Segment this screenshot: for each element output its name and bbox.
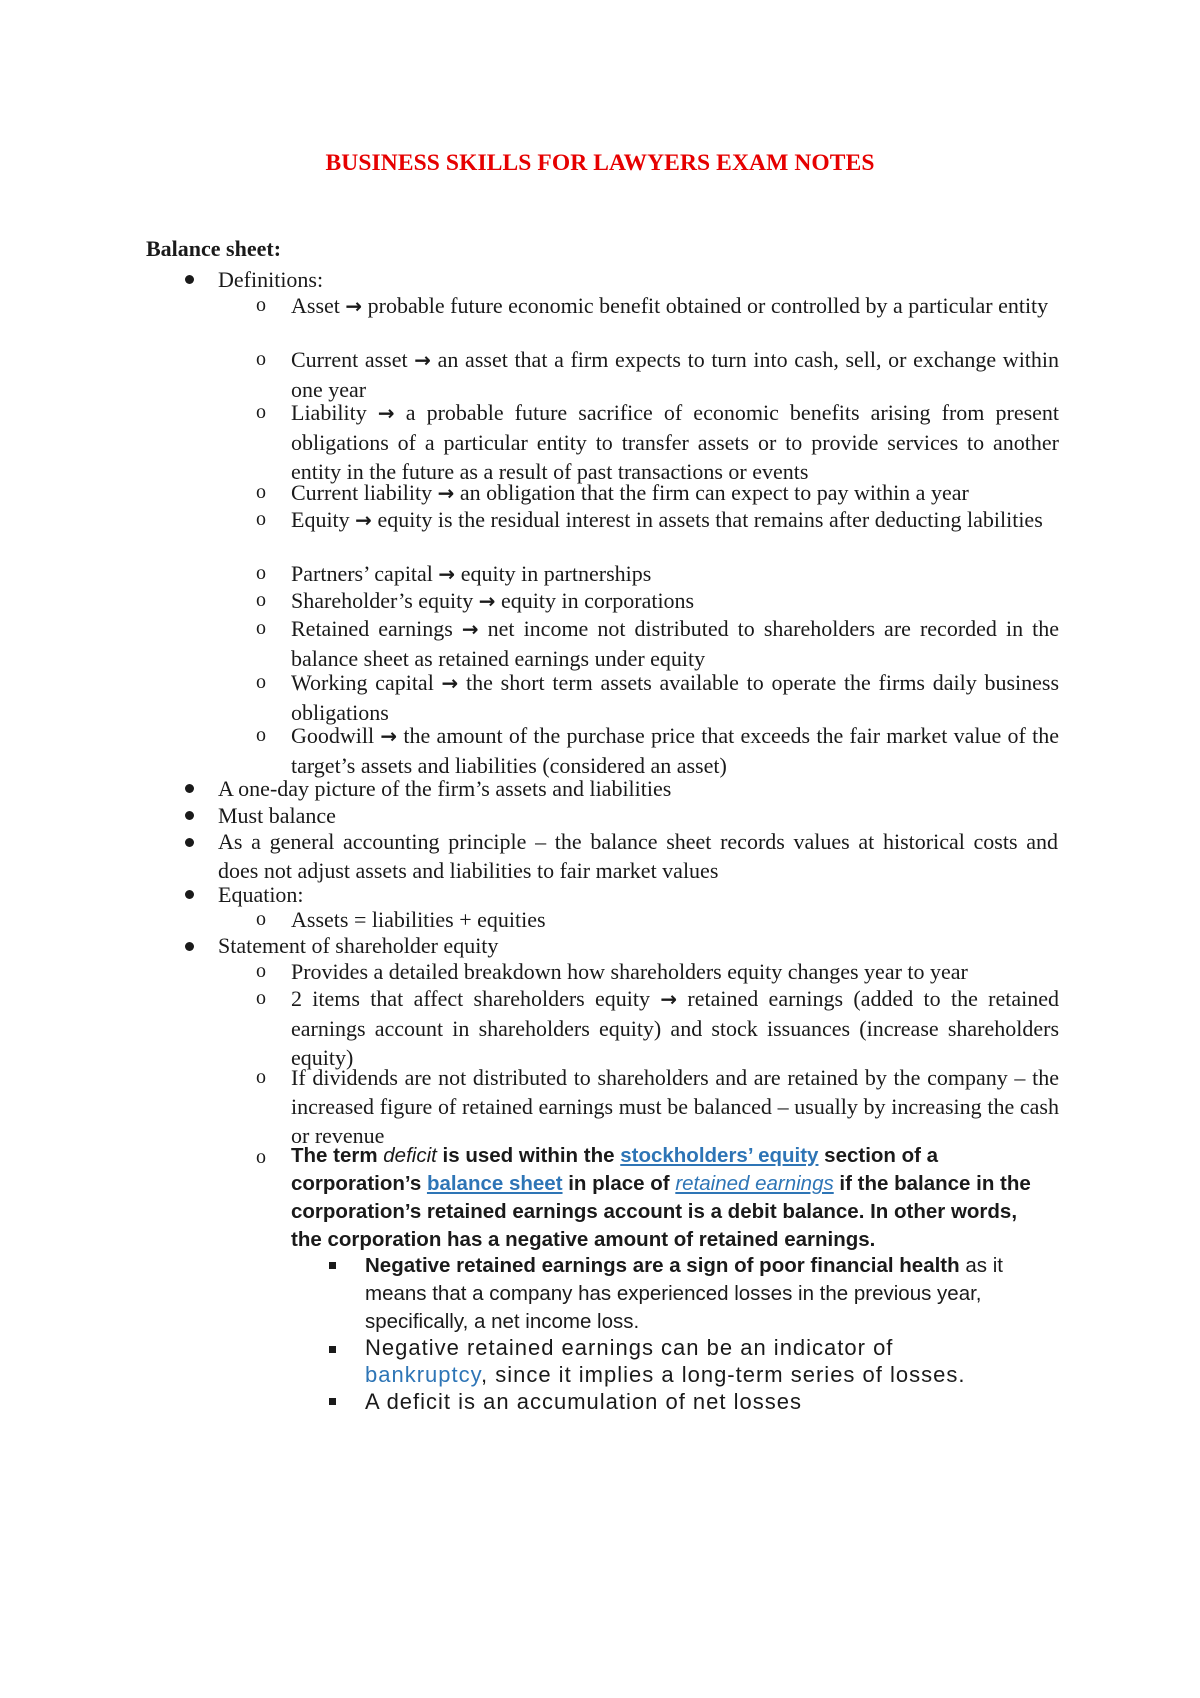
arrow-icon: → [380,724,398,748]
definition-term: Asset [291,293,340,318]
bullet-icon [185,838,194,847]
deficit-paragraph: The term deficit is used within the stockholders’ equity section of a corporation’s balance sheet in place of retained earnings if the balance in the corporation’s retained earnings account is a debit balance. In other words, the corporation has a negative amount of retained earnings. [291,1144,1031,1251]
circle-bullet-icon: o [256,481,266,503]
definition-term: Goodwill [291,723,375,748]
stockholders-equity-link[interactable]: stockholders’ equity [620,1144,819,1167]
document-title: BUSINESS SKILLS FOR LAWYERS EXAM NOTES [325,150,875,176]
statement-sub-item: Provides a detailed breakdown how shareholders equity changes year to year [291,959,968,984]
bullet-icon [185,890,194,899]
definition-item [291,505,1059,535]
definition-text: probable future economic benefit obtained or controlled by a particular entity [367,293,1049,318]
equation-formula: Assets = liabilities + equities [291,907,546,932]
circle-bullet-icon: o [256,401,266,423]
definition-text: equity is the residual interest in assets that remains after deducting labilities [377,507,1043,532]
definition-term: Partners’ capital [291,561,433,586]
arrow-icon: → [437,481,455,505]
circle-bullet-icon: o [256,908,266,930]
bullet-icon [185,942,194,951]
bullet-icon [185,811,194,820]
circle-bullet-icon: o [256,562,266,584]
circle-bullet-icon: o [256,960,266,982]
circle-bullet-icon: o [256,617,266,639]
negative-earnings-item: Negative retained earnings are a sign of poor financial health as it means that a company has experienced losses in the previous year, specifically, a net income loss. [365,1254,1003,1333]
arrow-icon: → [461,617,479,641]
definition-item [291,345,1059,404]
definition-item [291,614,1059,673]
definition-text: an asset that a firm expects to turn into cash, sell, or exchange within one year [291,347,1060,402]
arrow-icon: → [345,294,363,318]
square-bullet-icon [329,1262,336,1269]
definition-term: Current liability [291,480,433,505]
circle-bullet-icon: o [256,671,266,693]
definition-text: net income not distributed to shareholders are recorded in the balance sheet as retained earnings under equity [291,616,1059,671]
arrow-icon: → [377,401,395,425]
arrow-icon: → [441,671,459,695]
definition-item [291,721,1059,780]
retained-earnings-link[interactable]: retained earnings [675,1172,834,1195]
circle-bullet-icon: o [256,508,266,530]
definition-item [291,398,1059,486]
square-bullet-icon [329,1346,336,1353]
definition-term: Equity [291,507,350,532]
definition-term: Current asset [291,347,408,372]
definitions-label: Definitions: [218,267,324,292]
circle-bullet-icon: o [256,348,266,370]
circle-bullet-icon: o [256,987,266,1009]
square-bullet-icon [329,1398,336,1405]
bullet-icon [185,275,194,284]
definition-text: a probable future sacrifice of economic benefits arising from present obligations of a particular entity to transfer assets or to provide services to another entity in the future as a result of past transactions or events [291,400,1060,484]
definition-text: the amount of the purchase price that exceeds the fair market value of the target’s assets and liabilities (considered an asset) [291,723,1059,778]
arrow-icon: → [414,348,432,372]
section-heading: Balance sheet: [146,236,282,261]
statement-label: Statement of shareholder equity [218,933,499,958]
definition-item [291,586,1059,616]
definition-term: Shareholder’s equity [291,588,474,613]
definition-text: equity in corporations [501,588,695,613]
definition-text: the short term assets available to operate the firms daily business obligations [291,670,1060,725]
point-item: A one-day picture of the firm’s assets and liabilities [218,776,672,801]
arrow-icon: → [660,987,678,1011]
definition-item [291,291,1059,321]
arrow-icon: → [355,508,372,532]
circle-bullet-icon: o [256,589,266,611]
point-item: As a general accounting principle – the balance sheet records values at historical costs and does not adjust assets and liabilities to fair market values [218,829,1058,883]
bankruptcy-indicator-item: Negative retained earnings can be an indicator of bankruptcy, since it implies a long-term series of losses. [365,1335,966,1387]
equation-label: Equation: [218,882,304,907]
definition-term: Working capital [291,670,434,695]
circle-bullet-icon: o [256,1146,266,1168]
balance-sheet-link[interactable]: balance sheet [426,1172,563,1195]
definition-text: an obligation that the firm can expect to pay within a year [459,480,969,505]
definition-item [291,559,1059,589]
definition-term: Retained earnings [291,616,453,641]
definition-term: Liability [291,400,367,425]
bankruptcy-link[interactable]: bankruptcy [365,1362,481,1387]
definition-item [291,478,1059,508]
definition-text: equity in partnerships [460,561,652,586]
bullet-icon [185,784,194,793]
statement-sub-item: If dividends are not distributed to shareholders and are retained by the company – the increased figure of retained earnings must be balanced – usually by increasing the cash or revenue [291,1065,1059,1148]
circle-bullet-icon: o [256,724,266,746]
definition-item [291,668,1059,727]
arrow-icon: → [438,562,456,586]
circle-bullet-icon: o [256,1066,266,1088]
statement-sub-item: 2 items that affect shareholders equity → retained earnings (added to the retained earnings account in shareholders equity) and stock issuances (increase shareholders equity) [291,986,1059,1070]
circle-bullet-icon: o [256,294,266,316]
deficit-definition-item: A deficit is an accumulation of net losses [365,1389,802,1414]
arrow-icon: → [478,589,496,613]
point-item: Must balance [218,803,336,828]
